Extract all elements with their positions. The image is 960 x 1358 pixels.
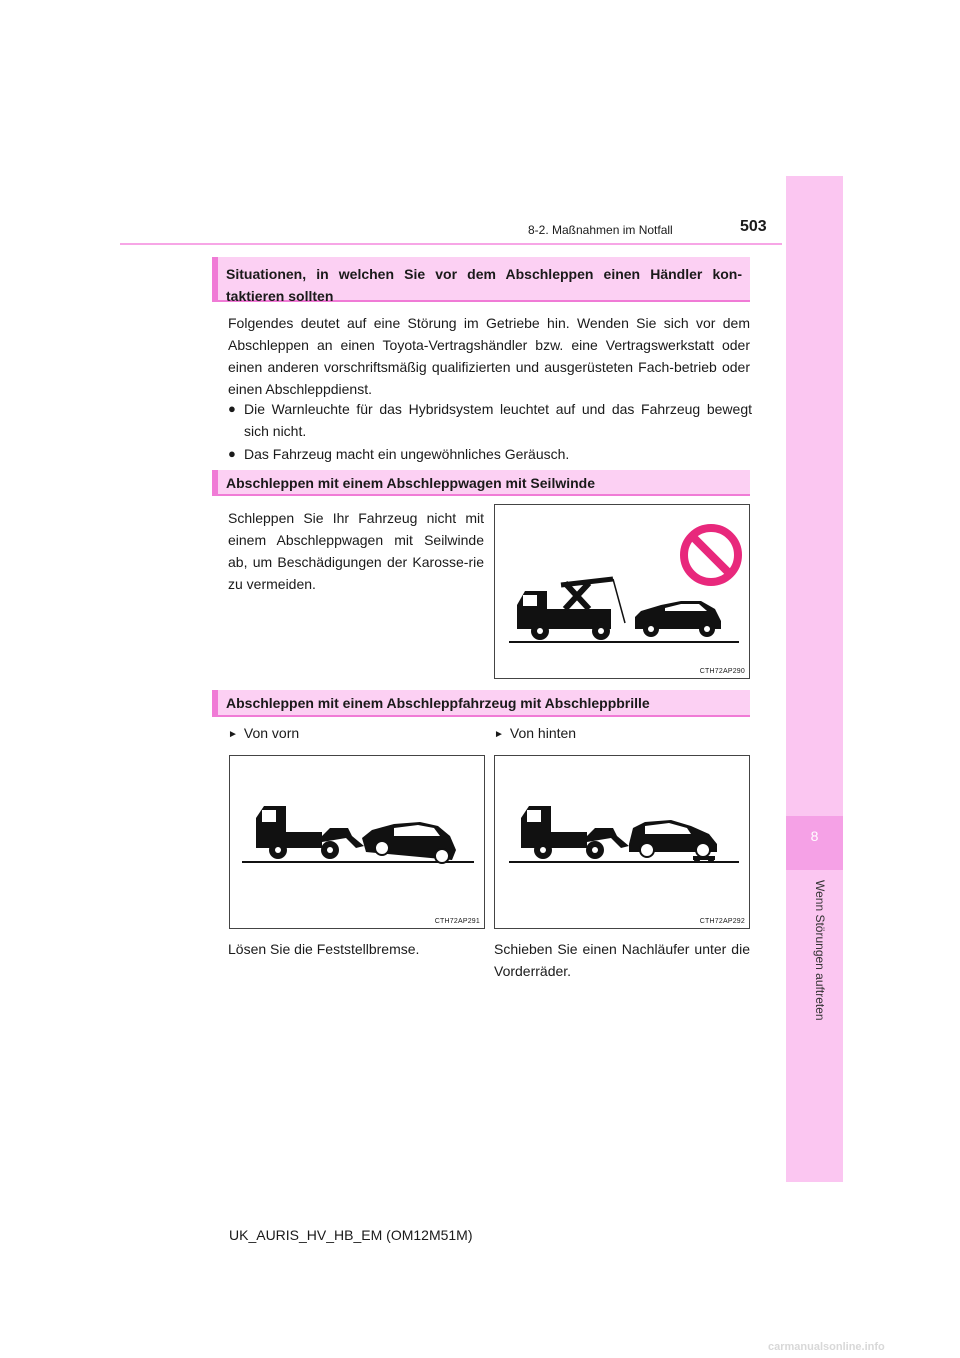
header-rule [120, 243, 782, 245]
triangle-right-icon: ► [228, 729, 238, 740]
chapter-title: 8-2. Maßnahmen im Notfall [528, 223, 673, 237]
section-heading-wheel-lift: Abschleppen mit einem Abschleppfahrzeug mit Abschleppbrille [212, 690, 750, 717]
chapter-side-label: Wenn Störungen auftreten [813, 880, 827, 1021]
figure-code: CTH72AP291 [434, 918, 480, 925]
prohibited-icon [684, 528, 738, 582]
bullet-dot-icon: ● [228, 446, 236, 461]
section-heading-dealer: Situationen, in welchen Sie vor dem Abschleppen einen Händler kon-taktieren sollten [212, 257, 750, 302]
subheading-front [228, 722, 299, 746]
triangle-right-icon: ► [494, 729, 504, 740]
section-heading-winch: Abschleppen mit einem Abschleppwagen mit Seilwinde [212, 470, 750, 496]
page-number: 503 [740, 218, 767, 235]
caption-front: Lösen Sie die Feststellbremse. [228, 941, 420, 957]
subheading-rear [494, 722, 576, 746]
list-item-text: Die Warnleuchte für das Hybridsystem leuchtet auf und das Fahrzeug bewegt sich nicht. [244, 401, 752, 439]
subheading-rear-label: Von hinten [509, 725, 577, 741]
winch-warning-text: Schleppen Sie Ihr Fahrzeug nicht mit einem Abschleppwagen mit Seilwinde ab, um Beschädigungen der Karosse-rie zu vermeiden. [228, 510, 484, 592]
figure-winch-truck [494, 504, 750, 679]
winch-truck-illustration [495, 505, 749, 678]
chapter-side-tab [786, 176, 843, 1182]
subheading-front-label: Von vorn [243, 725, 300, 741]
list-item-text: Das Fahrzeug macht ein ungewöhnliches Geräusch. [244, 446, 570, 462]
figure-tow-front [229, 755, 485, 929]
manual-code: UK_AURIS_HV_HB_EM (OM12M51M) [229, 1227, 473, 1243]
figure-tow-rear [494, 755, 750, 929]
watermark: carmanualsonline.info [768, 1341, 885, 1353]
caption-rear: Schieben Sie einen Nachläufer unter die Vorderräder. [494, 941, 750, 979]
chapter-number: 8 [810, 828, 819, 844]
tow-front-illustration [230, 756, 484, 928]
bullet-dot-icon: ● [228, 401, 236, 416]
figure-code: CTH72AP292 [699, 918, 745, 925]
figure-code: CTH72AP290 [699, 668, 745, 675]
section-intro-text: Folgendes deutet auf eine Störung im Getriebe hin. Wenden Sie sich vor dem Abschleppen an einen Toyota-Vertragshändler bzw. eine Vertragswerkstatt oder einen anderen vorschriftsmäßig qualifizierten und ausgerüsteten Fach-betrieb oder einen Abschleppdienst. [228, 315, 750, 397]
list-item [228, 443, 752, 465]
tow-rear-illustration [495, 756, 749, 928]
list-item [228, 398, 752, 442]
